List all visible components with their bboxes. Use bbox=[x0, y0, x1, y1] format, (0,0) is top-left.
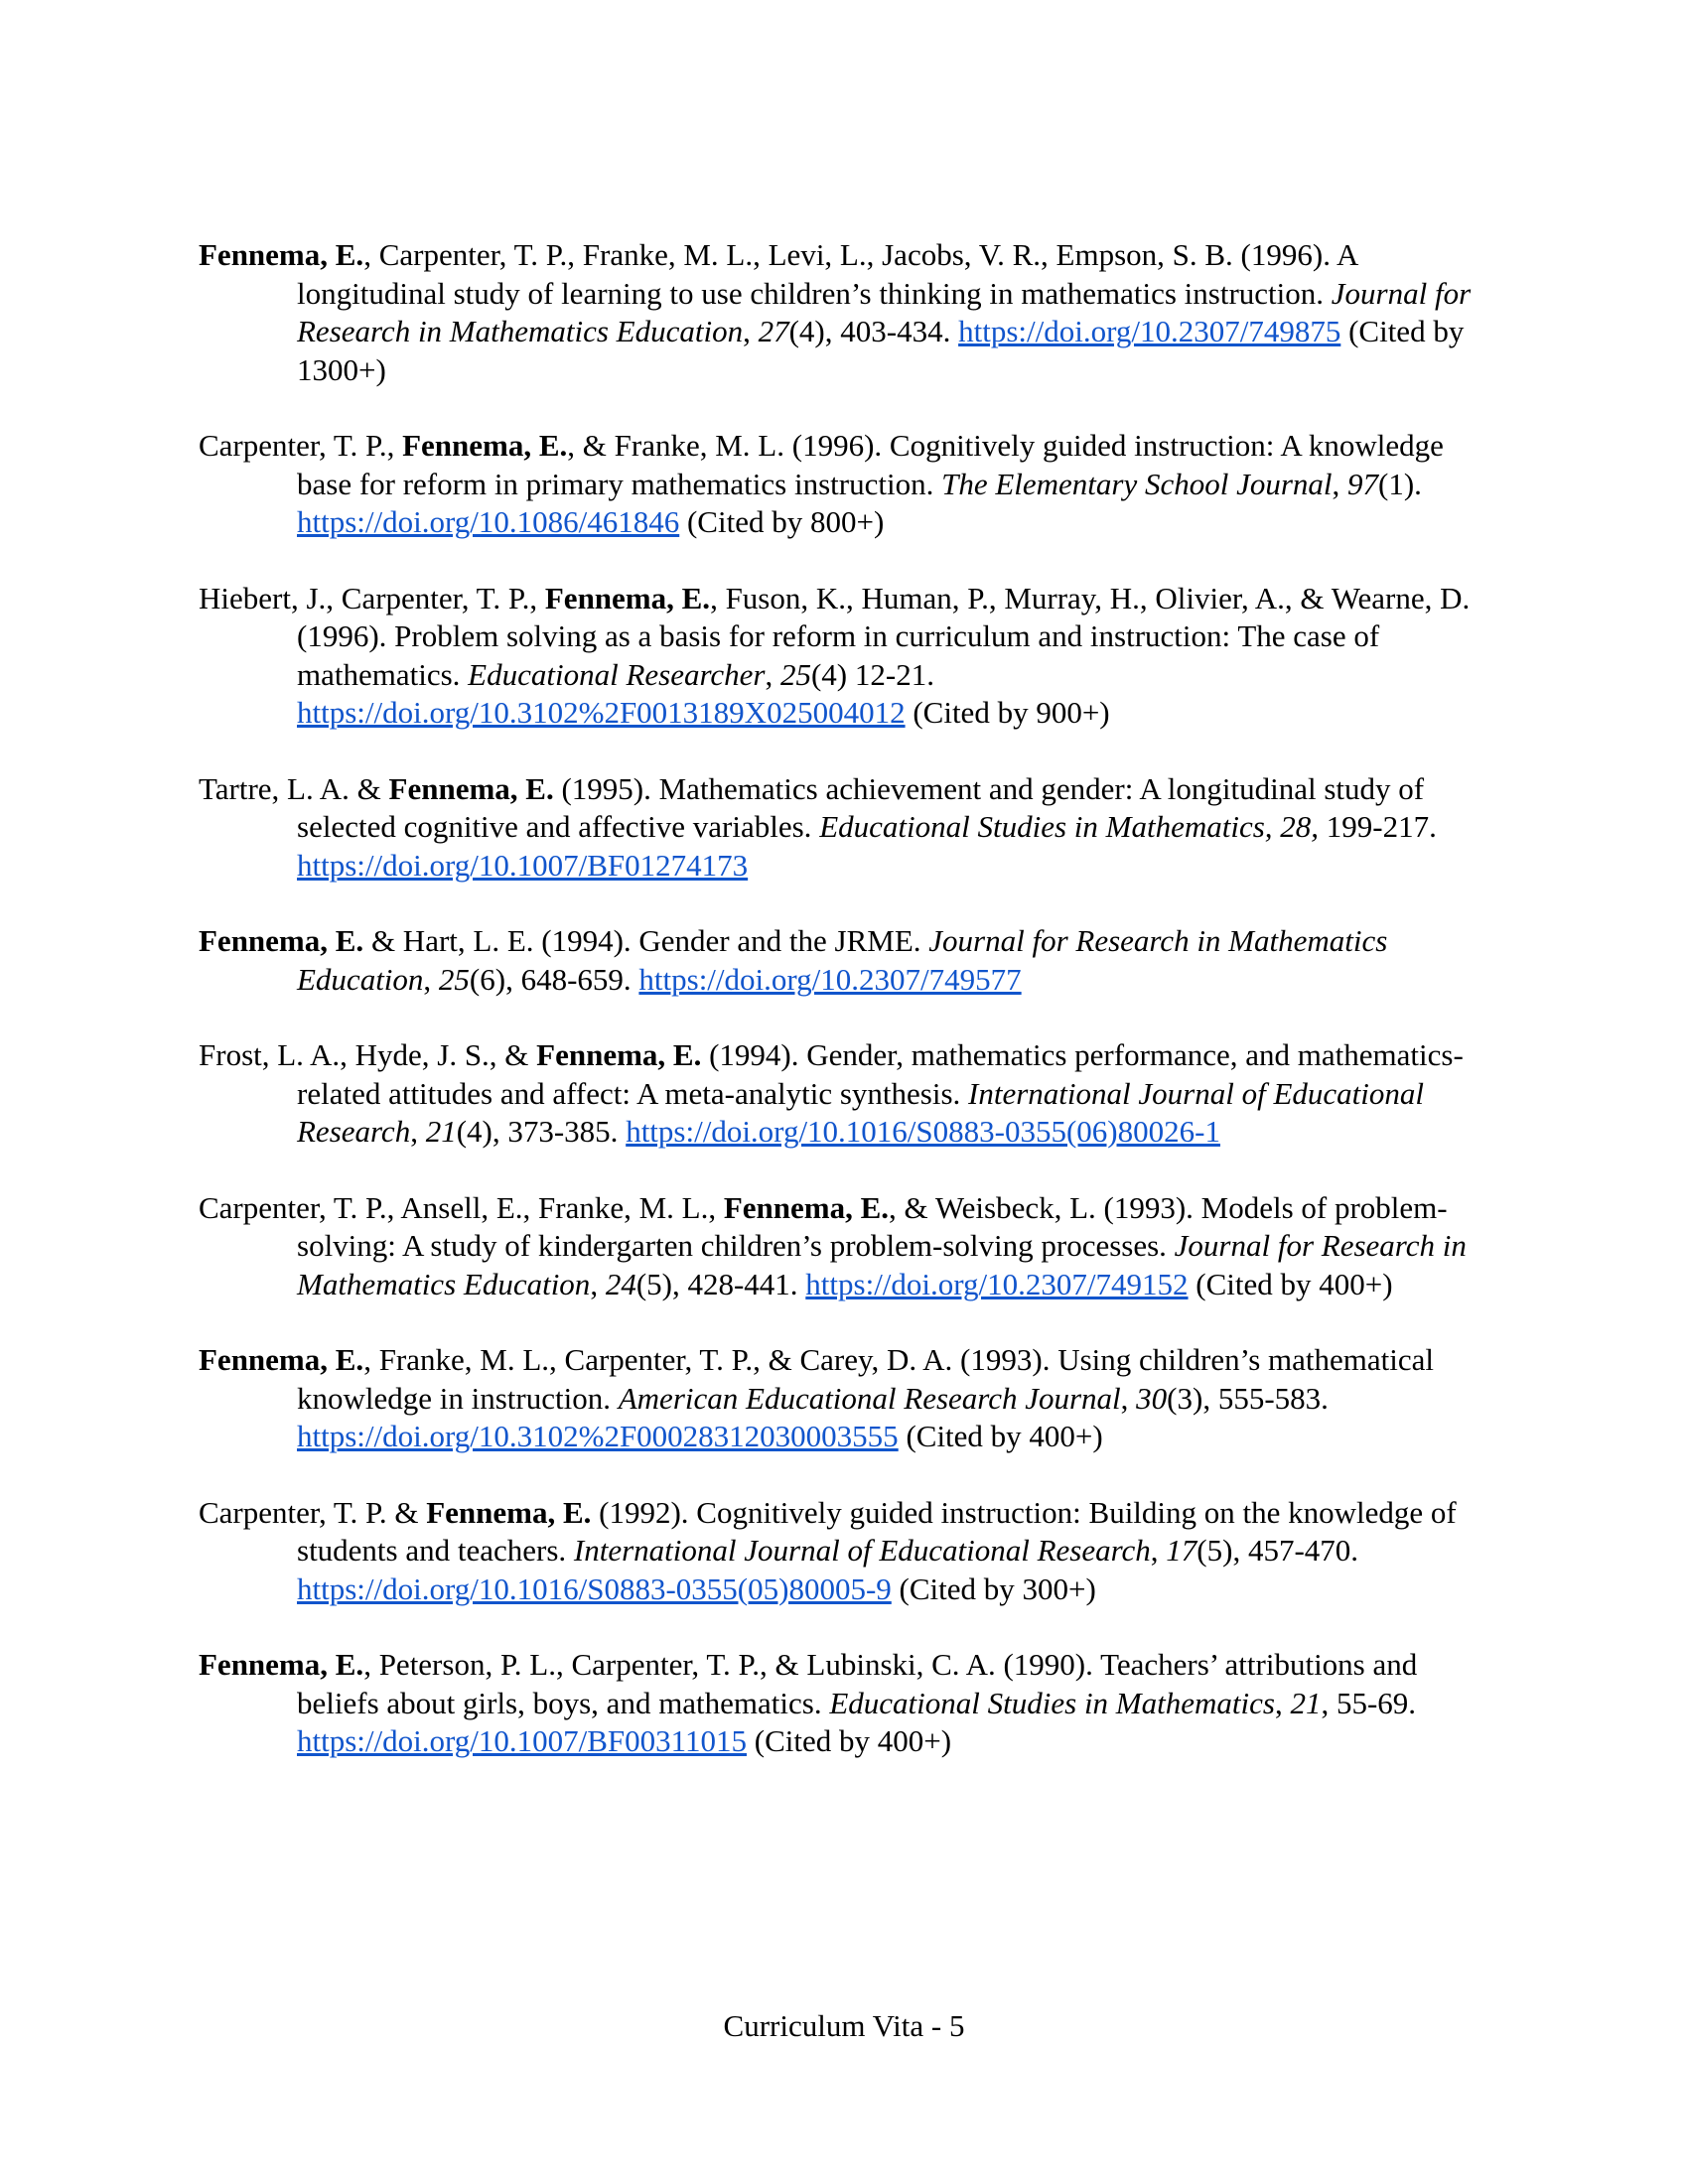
journal-title: Journal for Research in Mathematics Education bbox=[297, 923, 1388, 997]
reference-text: (1994). Gender, mathematics performance, and mathematics-related attitudes and affect: A meta-analytic synthesis. bbox=[297, 1037, 1464, 1111]
reference-entry bbox=[199, 1036, 1491, 1152]
doi-link[interactable]: https://doi.org/10.1016/S0883-0355(05)80005-9 bbox=[297, 1570, 892, 1606]
reference-text: , & Weisbeck, L. (1993). Models of problem-solving: A study of kindergarten children’s problem-solving processes. bbox=[297, 1189, 1448, 1263]
author-name-bold: Fennema, E. bbox=[402, 428, 568, 463]
reference-text: , Carpenter, T. P., Franke, M. L., Levi, L., Jacobs, V. R., Empson, S. B. (1996). A longitudinal study of learning to use children’s thinking in mathematics instruction. bbox=[297, 237, 1357, 311]
reference-text: , bbox=[1120, 1380, 1137, 1416]
journal-title: Journal for Research in Mathematics Education bbox=[297, 275, 1472, 348]
reference-entry bbox=[199, 1646, 1491, 1761]
journal-title: International Journal of Educational Research bbox=[573, 1533, 1151, 1568]
reference-text: & Hart, L. E. (1994). Gender and the JRME. bbox=[363, 923, 929, 958]
journal-title: American Educational Research Journal bbox=[618, 1380, 1121, 1416]
reference-text: (5), 428-441. bbox=[635, 1266, 806, 1301]
reference-text: , Fuson, K., Human, P., Murray, H., Olivier, A., & Wearne, D. (1996). Problem solving as a basis for reform in curriculum and instruction: The case of mathematics. bbox=[297, 580, 1471, 692]
journal-volume: 27 bbox=[758, 314, 789, 348]
journal-volume: 97 bbox=[1347, 466, 1379, 501]
reference-text: (3), 555-583. bbox=[1167, 1380, 1329, 1416]
author-name-bold: Fennema, E. bbox=[388, 770, 554, 806]
reference-text: Carpenter, T. P., Ansell, E., Franke, M. L., bbox=[199, 1189, 724, 1225]
reference-text: (4), 403-434. bbox=[788, 314, 959, 348]
reference-text: , bbox=[410, 1114, 426, 1149]
journal-volume: 21 bbox=[425, 1114, 457, 1149]
reference-text: (4), 373-385. bbox=[456, 1114, 627, 1149]
journal-volume: 17 bbox=[1166, 1533, 1197, 1568]
reference-text: (1995). Mathematics achievement and gender: A longitudinal study of selected cognitive and affective variables. bbox=[297, 770, 1425, 844]
journal-title: International Journal of Educational Research bbox=[297, 1075, 1424, 1149]
publication-list bbox=[199, 236, 1491, 1799]
reference-text: Carpenter, T. P. & bbox=[199, 1494, 427, 1530]
reference-text: Tartre, L. A. & bbox=[199, 770, 389, 806]
reference-entry bbox=[199, 922, 1491, 999]
journal-volume: 25 bbox=[438, 961, 470, 997]
doi-link[interactable]: https://doi.org/10.1016/S0883-0355(06)80026-1 bbox=[626, 1114, 1220, 1149]
journal-volume: 24 bbox=[605, 1266, 636, 1301]
reference-text: , bbox=[1332, 466, 1348, 501]
reference-text: (1992). Cognitively guided instruction: Building on the knowledge of students and teachers. bbox=[297, 1494, 1457, 1568]
author-name-bold: Fennema, E. bbox=[199, 923, 364, 958]
reference-entry bbox=[199, 1341, 1491, 1456]
page-footer: Curriculum Vita - 5 bbox=[723, 2008, 965, 2043]
reference-text: (4) 12-21. bbox=[810, 656, 934, 692]
author-name-bold: Fennema, E. bbox=[199, 237, 364, 272]
citation-count: (Cited by 300+) bbox=[891, 1570, 1096, 1606]
reference-text: , bbox=[1150, 1533, 1167, 1568]
author-name-bold: Fennema, E. bbox=[199, 1342, 364, 1377]
doi-link[interactable]: https://doi.org/10.2307/749875 bbox=[958, 314, 1341, 348]
journal-title: Educational Studies in Mathematics, 28, bbox=[819, 809, 1320, 844]
doi-link[interactable]: https://doi.org/10.2307/749577 bbox=[638, 961, 1022, 997]
journal-title: Educational Studies in Mathematics bbox=[829, 1685, 1275, 1720]
journal-title: Educational Researcher bbox=[468, 656, 766, 692]
reference-text: , Franke, M. L., Carpenter, T. P., & Carey, D. A. (1993). Using children’s mathematical knowledge in instruction. bbox=[297, 1342, 1434, 1416]
journal-volume: 21 bbox=[1290, 1685, 1322, 1720]
doi-link[interactable]: https://doi.org/10.3102%2F00028312030003555 bbox=[297, 1419, 899, 1453]
reference-text: , bbox=[765, 656, 780, 692]
reference-text: , bbox=[1274, 1685, 1291, 1720]
doi-link[interactable]: https://doi.org/10.1086/461846 bbox=[297, 504, 680, 539]
reference-entry bbox=[199, 1494, 1491, 1609]
doi-link[interactable]: https://doi.org/10.2307/749152 bbox=[805, 1266, 1189, 1301]
citation-count: (Cited by 400+) bbox=[747, 1723, 952, 1758]
reference-text: 199-217. bbox=[1319, 809, 1437, 844]
citation-count: (Cited by 800+) bbox=[679, 504, 885, 539]
reference-entry bbox=[199, 236, 1491, 389]
journal-title: The Elementary School Journal bbox=[941, 466, 1333, 501]
journal-title: Journal for Research in Mathematics Education bbox=[297, 1228, 1467, 1301]
reference-text: Hiebert, J., Carpenter, T. P., bbox=[199, 580, 545, 615]
reference-text: , & Franke, M. L. (1996). Cognitively guided instruction: A knowledge base for reform in primary mathematics instruction. bbox=[297, 428, 1444, 501]
doi-link[interactable]: https://doi.org/10.1007/BF01274173 bbox=[297, 847, 749, 883]
reference-text: , bbox=[590, 1266, 606, 1301]
reference-entry bbox=[199, 580, 1491, 733]
reference-text: Carpenter, T. P., bbox=[199, 428, 403, 463]
author-name-bold: Fennema, E. bbox=[723, 1189, 890, 1225]
author-name-bold: Fennema, E. bbox=[536, 1037, 702, 1072]
citation-count: (Cited by 400+) bbox=[898, 1419, 1103, 1453]
citation-count: (Cited by 1300+) bbox=[297, 314, 1465, 387]
reference-text: , 55-69. bbox=[1321, 1685, 1417, 1720]
reference-entry bbox=[199, 770, 1491, 886]
author-name-bold: Fennema, E. bbox=[426, 1494, 592, 1530]
reference-text: Frost, L. A., Hyde, J. S., & bbox=[199, 1037, 537, 1072]
reference-text: (1). bbox=[1378, 466, 1422, 501]
journal-volume: 25 bbox=[779, 656, 811, 692]
journal-volume: 30 bbox=[1136, 1380, 1168, 1416]
reference-text: (5), 457-470. bbox=[1196, 1533, 1359, 1568]
reference-text: , Peterson, P. L., Carpenter, T. P., & Lubinski, C. A. (1990). Teachers’ attributions and beliefs about girls, boys, and mathematics. bbox=[297, 1647, 1418, 1720]
reference-text: , bbox=[423, 961, 439, 997]
reference-text: , bbox=[743, 314, 759, 348]
author-name-bold: Fennema, E. bbox=[544, 580, 711, 615]
reference-text: (6), 648-659. bbox=[469, 961, 639, 997]
author-name-bold: Fennema, E. bbox=[199, 1647, 364, 1682]
doi-link[interactable]: https://doi.org/10.3102%2F0013189X025004012 bbox=[297, 695, 906, 730]
reference-entry bbox=[199, 1189, 1491, 1304]
reference-entry bbox=[199, 427, 1491, 542]
doi-link[interactable]: https://doi.org/10.1007/BF00311015 bbox=[297, 1723, 747, 1758]
citation-count: (Cited by 900+) bbox=[905, 695, 1110, 730]
citation-count: (Cited by 400+) bbox=[1188, 1266, 1393, 1301]
